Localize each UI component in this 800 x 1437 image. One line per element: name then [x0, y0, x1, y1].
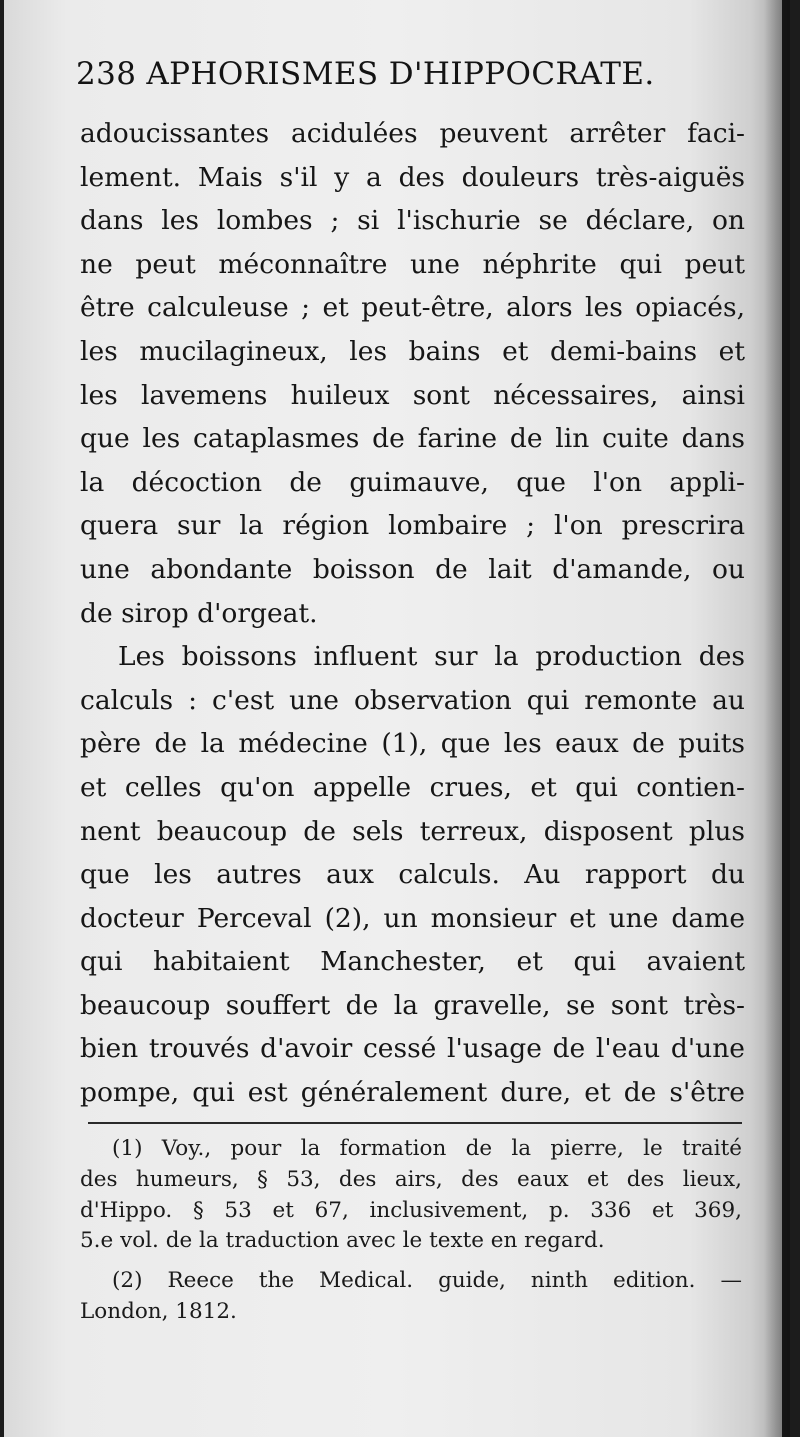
text-line: nent beaucoup de sels terreux, disposent plus — [80, 815, 745, 847]
text-line: lement. Mais s'il y a des douleurs très-aiguës — [80, 161, 745, 193]
footnote-line: (2) Reece the Medical. guide, ninth edition. — — [112, 1268, 742, 1294]
text-line: de sirop d'orgeat. — [80, 597, 318, 629]
footnote-line: 5.e vol. de la traduction avec le texte en regard. — [80, 1228, 605, 1254]
footnote-divider — [88, 1122, 742, 1124]
book-page — [4, 0, 782, 1437]
text-line: une abondante boisson de lait d'amande, ou — [80, 553, 745, 585]
footnotes — [80, 1134, 742, 1328]
footnote-1 — [80, 1134, 742, 1257]
footnote-line: London, 1812. — [80, 1298, 237, 1324]
text-line: que les autres aux calculs. Au rapport du — [80, 859, 745, 891]
text-line: dans les lombes ; si l'ischurie se déclare, on — [80, 205, 745, 237]
text-line: la décoction de guimauve, que l'on appli- — [80, 466, 745, 498]
body-text — [80, 112, 745, 1115]
text-line: quera sur la région lombaire ; l'on prescrira — [80, 510, 745, 542]
text-line: pompe, qui est généralement dure, et de s'être — [80, 1077, 745, 1109]
text-line: et celles qu'on appelle crues, et qui contien- — [80, 771, 745, 803]
text-line: bien trouvés d'avoir cessé l'usage de l'eau d'une — [80, 1033, 745, 1065]
footnote-line: (1) Voy., pour la formation de la pierre, le traité — [112, 1136, 742, 1161]
text-line: docteur Perceval (2), un monsieur et une dame — [80, 902, 745, 934]
page-header-title: APHORISMES D'HIPPOCRATE. — [146, 56, 655, 92]
text-line: beaucoup souffert de la gravelle, se sont très- — [80, 989, 745, 1021]
text-line: qui habitaient Manchester, et qui avaient — [80, 946, 745, 978]
footnote-2 — [80, 1266, 742, 1328]
text-line: être calculeuse ; et peut-être, alors les opiacés, — [80, 292, 745, 324]
footnote-line: des humeurs, § 53, des airs, des eaux et des lieux, — [80, 1166, 742, 1192]
text-line: Les boissons influent sur la production des — [118, 641, 745, 673]
text-line: que les cataplasmes de farine de lin cuite dans — [80, 423, 745, 455]
text-line: père de la médecine (1), que les eaux de puits — [80, 728, 745, 760]
text-line: les lavemens huileux sont nécessaires, ainsi — [80, 379, 745, 411]
footnote-line: d'Hippo. § 53 et 67, inclusivement, p. 336 et 369, — [80, 1197, 742, 1223]
text-line: adoucissantes acidulées peuvent arrêter faci- — [80, 118, 745, 149]
text-line: calculs : c'est une observation qui remonte au — [80, 684, 745, 716]
running-head — [76, 56, 746, 92]
text-line: les mucilagineux, les bains et demi-bains et — [80, 335, 745, 367]
page-number: 238 — [76, 56, 137, 92]
text-line: ne peut méconnaître une néphrite qui peut — [80, 248, 745, 280]
